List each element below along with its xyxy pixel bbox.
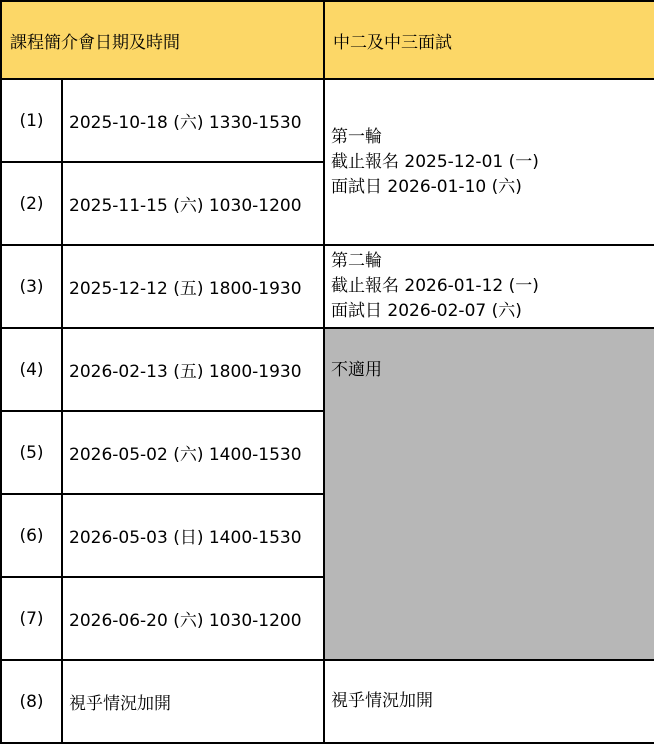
header-session-dates: 課程簡介會日期及時間 (1, 1, 324, 79)
interview-day: 面試日 2026-01-10 (六) (331, 176, 522, 197)
row-index: (3) (1, 245, 62, 328)
session-datetime: 2026-02-13 (五) 1800-1930 (62, 328, 324, 411)
round-label: 第一輪 (331, 126, 382, 147)
registration-deadline: 截止報名 2025-12-01 (一) (331, 151, 539, 172)
row-index: (8) (1, 660, 62, 743)
session-datetime: 2026-05-02 (六) 1400-1530 (62, 411, 324, 494)
registration-deadline: 截止報名 2026-01-12 (一) (331, 276, 539, 296)
header-interview: 中二及中三面試 (324, 1, 654, 79)
table-row (1, 245, 654, 328)
not-applicable-cell: 不適用 (324, 328, 654, 660)
interview-day: 面試日 2026-02-07 (六) (331, 301, 522, 321)
row-index: (1) (1, 79, 62, 162)
table-row (1, 328, 654, 411)
row-index: (2) (1, 162, 62, 245)
session-datetime: 2025-10-18 (六) 1330-1530 (62, 79, 324, 162)
interview-round-1 (324, 79, 654, 245)
row-index: (7) (1, 577, 62, 660)
row-index: (4) (1, 328, 62, 411)
table-row (1, 660, 654, 743)
header-row (1, 1, 654, 79)
session-datetime: 2025-11-15 (六) 1030-1200 (62, 162, 324, 245)
session-datetime: 2026-06-20 (六) 1030-1200 (62, 577, 324, 660)
session-datetime: 2026-05-03 (日) 1400-1530 (62, 494, 324, 577)
round-label: 第二輪 (331, 251, 382, 271)
table-row (1, 79, 654, 162)
row-index: (5) (1, 411, 62, 494)
session-datetime: 視乎情況加開 (62, 660, 324, 743)
interview-round-2 (324, 245, 654, 328)
session-datetime: 2025-12-12 (五) 1800-1930 (62, 245, 324, 328)
row-index: (6) (1, 494, 62, 577)
interview-tbd: 視乎情況加開 (324, 660, 654, 743)
